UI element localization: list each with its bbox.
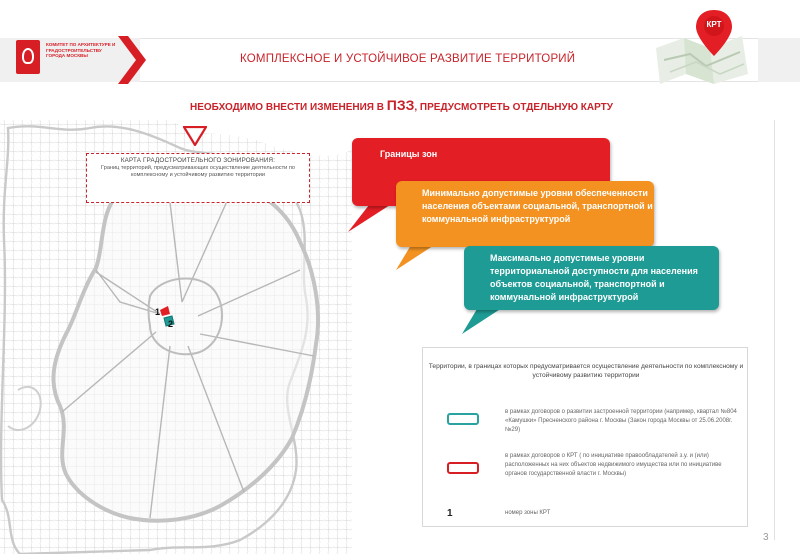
- legend-row-number: [435, 508, 739, 522]
- legend-number: 1: [447, 508, 453, 519]
- legend-panel: [422, 347, 748, 527]
- legend-text-krt: в рамках договоров о КРТ ( по инициативе правообладателей з.у. и (или) расположенных на них объектов недвижимого имущества или по инициативе органов государственной власти г. Москвы): [505, 453, 722, 477]
- header-chevron: [118, 36, 158, 84]
- page-number: 3: [763, 532, 769, 543]
- legend-swatch-red: [447, 462, 479, 474]
- bubble-zone-borders-text: Границы зон: [380, 149, 438, 159]
- zone-number-2: 2: [168, 319, 174, 329]
- notice-part-2: , ПРЕДУСМОТРЕТЬ ОТДЕЛЬНУЮ КАРТУ: [414, 102, 613, 113]
- legend-row-developed: [435, 408, 739, 444]
- bubble-max-levels-text: Максимально допустимые уровни территориальной доступности для населения объектов социальной, транспортной и коммунальной инфраструктурой: [490, 253, 698, 302]
- notice-part-1: НЕОБХОДИМО ВНЕСТИ ИЗМЕНЕНИЯ В: [190, 102, 387, 113]
- krt-badge: КРТ: [706, 20, 722, 29]
- bubble-min-levels-text: Минимально допустимые уровни обеспеченности населения объектами социальной, транспортной и коммунальной инфраструктурой: [422, 188, 653, 224]
- right-divider: [774, 120, 775, 540]
- moscow-emblem-icon: [16, 40, 40, 74]
- map-callout: [86, 153, 310, 203]
- legend-heading: Территории, в границах которых предусматривается осуществление деятельности по комплексному и устойчивому развитию территории: [428, 363, 744, 379]
- map-pointer-triangle: [183, 126, 207, 146]
- logo: [14, 38, 118, 78]
- bubble-min-levels: [396, 181, 654, 247]
- legend-text-number: номер зоны КРТ: [505, 510, 551, 516]
- legend-text-developed: в рамках договоров о развитии застроенной территории (например, квартал №804 «Камушки» Пресненского района г. Москвы (Закон города Москвы от 25.06.2008г. №29): [505, 409, 737, 433]
- logo-text: КОМИТЕТ ПО АРХИТЕКТУРЕ И ГРАДОСТРОИТЕЛЬСТВУ ГОРОДА МОСКВЫ: [46, 42, 116, 59]
- map-callout-title: КАРТА ГРАДОСТРОИТЕЛЬНОГО ЗОНИРОВАНИЯ:: [120, 157, 276, 164]
- map-callout-body: Границ территорий, предусматривающих осуществление деятельности по комплексному и устойчивому развитию территории: [101, 165, 295, 179]
- zone-number-1: 1: [155, 307, 161, 317]
- notice-text: [190, 97, 613, 113]
- notice-highlight: ПЗЗ: [386, 97, 415, 113]
- bubble-max-levels: [464, 246, 719, 310]
- page-title: КОМПЛЕКСНОЕ И УСТОЙЧИВОЕ РАЗВИТИЕ ТЕРРИТОРИЙ: [240, 53, 576, 65]
- legend-swatch-teal: [447, 413, 479, 425]
- legend-row-krt: [435, 452, 739, 498]
